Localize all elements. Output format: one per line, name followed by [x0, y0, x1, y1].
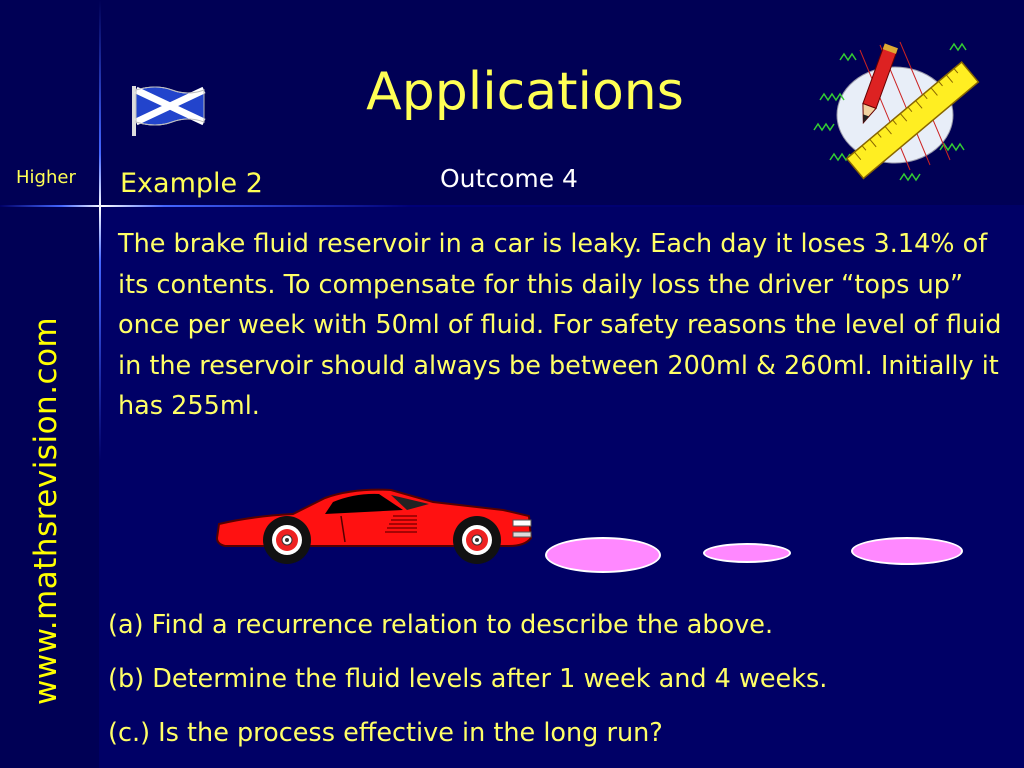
- question-b: (b) Determine the fluid levels after 1 week and 4 weeks.: [108, 664, 828, 694]
- level-label: Higher: [16, 167, 76, 188]
- problem-paragraph: The brake fluid reservoir in a car is leaky. Each day it loses 3.14% of its contents. To compensate for this daily loss the driver “tops up” once per week with 50ml of fluid. For safety reasons the level of fluid in the reservoir should always be between 200ml & 260ml. Initially it has 255ml.: [118, 229, 1002, 421]
- example-label: Example 2: [120, 168, 263, 199]
- fluid-puddle-icon: [545, 537, 661, 573]
- slide-title: Applications: [366, 62, 684, 122]
- fluid-puddle-icon: [851, 537, 963, 565]
- red-sports-car-icon: [213, 480, 533, 570]
- horizontal-divider: [0, 205, 1024, 207]
- outcome-label: Outcome 4: [440, 164, 578, 193]
- fluid-puddle-icon: [703, 543, 791, 563]
- question-c: (c.) Is the process effective in the long run?: [108, 718, 663, 748]
- problem-text: [118, 224, 1018, 427]
- question-a: (a) Find a recurrence relation to describe the above.: [108, 610, 774, 640]
- pencil-ruler-icon: [800, 30, 980, 190]
- scottish-flag-icon: [128, 82, 208, 138]
- website-link[interactable]: www.mathsrevision.com: [28, 316, 64, 705]
- vertical-divider: [99, 0, 101, 768]
